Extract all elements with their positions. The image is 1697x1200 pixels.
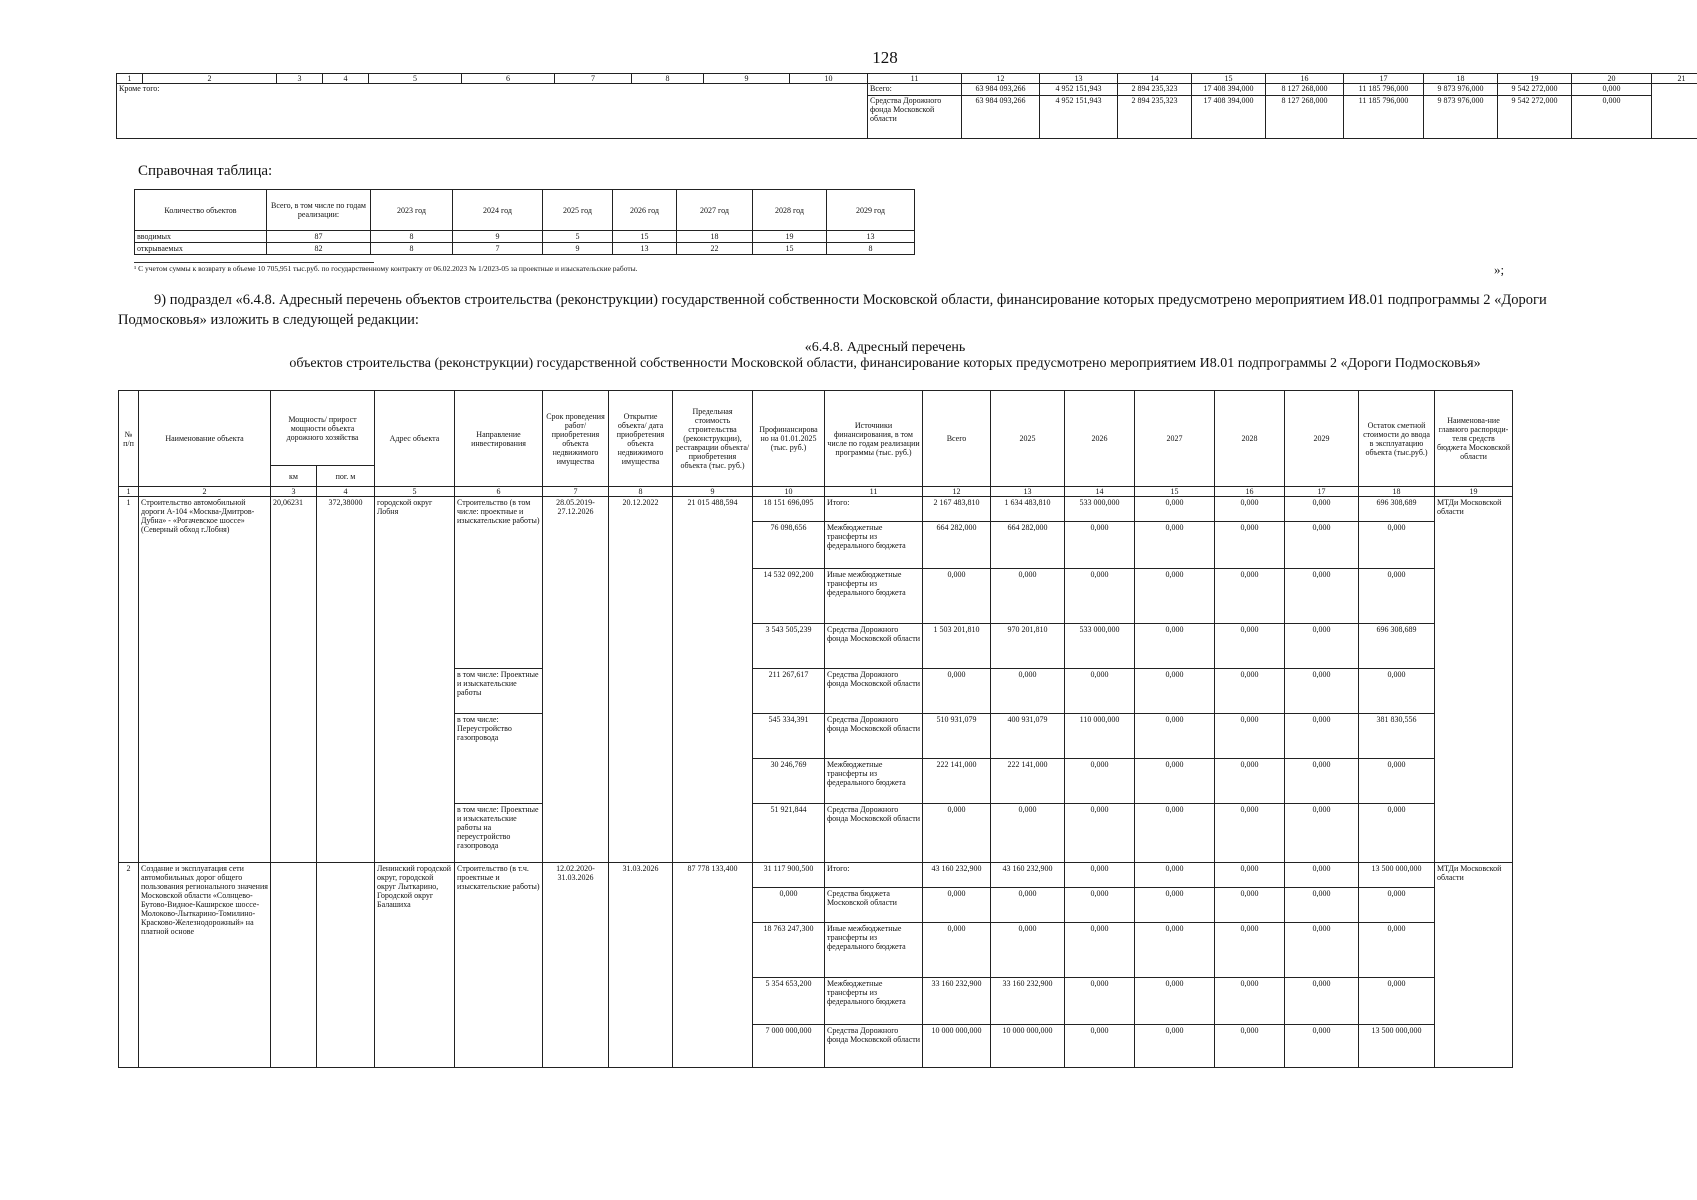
main-col-number: 14 [1065, 487, 1135, 497]
funding-value-remainder: 0,000 [1359, 923, 1435, 978]
top-table-col-number: 7 [555, 74, 632, 84]
reference-value: 13 [613, 243, 677, 255]
prefinanced-value: 7 000 000,000 [753, 1025, 825, 1068]
prefinanced-value: 31 117 900,500 [753, 863, 825, 888]
object-address: Ленинский городской округ, городской округ Лыткарино, Городской округ Балашиха [375, 863, 455, 1068]
main-col-number: 9 [673, 487, 753, 497]
top-table-col-number: 19 [1498, 74, 1572, 84]
funding-value-y2028: 0,000 [1215, 714, 1285, 759]
reference-value: 5 [543, 231, 613, 243]
reference-header: 2023 год [371, 190, 453, 231]
funding-value-y2029: 0,000 [1285, 759, 1359, 804]
funding-value-y2029: 0,000 [1285, 978, 1359, 1025]
address-list-table [118, 390, 1513, 1068]
top-table-value: 2 894 235,323 [1118, 84, 1192, 96]
funding-source: Средства Дорожного фонда Московской области [825, 1025, 923, 1068]
funding-value-y2029: 0,000 [1285, 669, 1359, 714]
top-table-value: 17 408 394,000 [1192, 84, 1266, 96]
funding-value-remainder: 13 500 000,000 [1359, 863, 1435, 888]
prefinanced-value: 76 098,656 [753, 522, 825, 569]
funding-value-y2029: 0,000 [1285, 888, 1359, 923]
funding-value-remainder: 0,000 [1359, 759, 1435, 804]
funding-value-total: 664 282,000 [923, 522, 991, 569]
object-address: городской округ Лобня [375, 497, 455, 863]
funding-value-y2028: 0,000 [1215, 863, 1285, 888]
reference-value: 7 [453, 243, 543, 255]
top-table-value: 0,000 [1572, 96, 1652, 139]
top-table-value: 9 542 272,000 [1498, 96, 1572, 139]
top-table-value: 4 952 151,943 [1040, 96, 1118, 139]
object-number: 1 [119, 497, 139, 863]
header-2029: 2029 [1285, 391, 1359, 487]
funding-source: Средства Дорожного фонда Московской области [825, 669, 923, 714]
object-number: 2 [119, 863, 139, 1068]
funding-value-remainder: 696 308,689 [1359, 624, 1435, 669]
funding-value-total: 2 167 483,810 [923, 497, 991, 522]
closing-quote: »; [1494, 262, 1505, 277]
main-col-number: 8 [609, 487, 673, 497]
investment-direction: Строительство (в т.ч. проектные и изыскательские работы) [455, 863, 543, 1068]
reference-value: 18 [677, 231, 753, 243]
funding-value-y2025: 0,000 [991, 888, 1065, 923]
top-table-value: 9 542 272,000 [1498, 84, 1572, 96]
reference-row-opened [135, 243, 915, 255]
funding-source: Средства Дорожного фонда Московской области [825, 714, 923, 759]
top-table-source: Всего: [868, 84, 962, 96]
funding-value-y2028: 0,000 [1215, 923, 1285, 978]
funding-value-y2026: 533 000,000 [1065, 624, 1135, 669]
funding-value-y2026: 533 000,000 [1065, 497, 1135, 522]
funding-value-y2028: 0,000 [1215, 624, 1285, 669]
funding-value-y2025: 43 160 232,900 [991, 863, 1065, 888]
main-col-number: 13 [991, 487, 1065, 497]
funding-value-total: 0,000 [923, 804, 991, 863]
header-cost: Предельная стоимость строительства (реконструкции), реставрации объекта/ приобретения объекта (тыс. руб.) [673, 391, 753, 487]
top-table-col-number: 11 [868, 74, 962, 84]
funding-source: Межбюджетные трансферты из федерального бюджета [825, 978, 923, 1025]
funding-value-total: 1 503 201,810 [923, 624, 991, 669]
main-col-number: 17 [1285, 487, 1359, 497]
header-capacity: Мощность/ прирост мощности объекта дорожного хозяйства [271, 391, 375, 466]
section-subtitle: объектов строительства (реконструкции) государственной собственности Московской области, финансирование которых предусмотрено мероприятием И8.01 подпрограммы 2 «Дороги Подмосковья» [289, 356, 1481, 371]
object-pm: 372,38000 [317, 497, 375, 863]
funding-value-y2028: 0,000 [1215, 888, 1285, 923]
top-table-col-number: 4 [323, 74, 369, 84]
funding-source: Средства Дорожного фонда Московской области [825, 804, 923, 863]
header-opening: Открытие объекта/ дата приобретения объекта недвижимого имущества [609, 391, 673, 487]
funding-value-total: 0,000 [923, 569, 991, 624]
funding-value-y2027: 0,000 [1135, 624, 1215, 669]
funding-value-y2029: 0,000 [1285, 497, 1359, 522]
top-table-value: 8 127 268,000 [1266, 84, 1344, 96]
top-table-col-number: 1 [117, 74, 143, 84]
funding-value-y2026: 0,000 [1065, 978, 1135, 1025]
funding-value-y2026: 0,000 [1065, 1025, 1135, 1068]
section-title: «6.4.8. Адресный перечень [804, 340, 966, 355]
reference-value: 8 [827, 243, 915, 255]
funding-value-total: 43 160 232,900 [923, 863, 991, 888]
top-table-col-number: 14 [1118, 74, 1192, 84]
funding-value-total: 0,000 [923, 888, 991, 923]
funding-value-y2026: 0,000 [1065, 863, 1135, 888]
object-cost: 87 778 133,400 [673, 863, 753, 1068]
funding-value-y2026: 0,000 [1065, 522, 1135, 569]
funding-value-y2028: 0,000 [1215, 669, 1285, 714]
main-col-number: 4 [317, 487, 375, 497]
main-col-number: 10 [753, 487, 825, 497]
instruction-paragraph: 9) подраздел «6.4.8. Адресный перечень объектов строительства (реконструкции) государственной собственности Московской области, финансирование которых предусмотрено мероприятием И8.01 подпрограммы 2 «Дороги Подмосковья» изложить в следующей редакции: [118, 292, 1547, 328]
funding-value-y2025: 33 160 232,900 [991, 978, 1065, 1025]
prefinanced-value: 3 543 505,239 [753, 624, 825, 669]
top-table-value: 11 185 796,000 [1344, 84, 1424, 96]
prefinanced-value: 18 763 247,300 [753, 923, 825, 978]
funding-source: Межбюджетные трансферты из федерального бюджета [825, 759, 923, 804]
funding-value-y2027: 0,000 [1135, 714, 1215, 759]
funding-value-y2028: 0,000 [1215, 978, 1285, 1025]
prefinanced-value: 5 354 653,200 [753, 978, 825, 1025]
funding-value-y2029: 0,000 [1285, 624, 1359, 669]
funding-value-y2027: 0,000 [1135, 923, 1215, 978]
top-table-value: 63 984 093,266 [962, 84, 1040, 96]
prefinanced-value: 0,000 [753, 888, 825, 923]
top-table-col-number: 3 [277, 74, 323, 84]
reference-header: 2028 год [753, 190, 827, 231]
funding-value-total: 0,000 [923, 669, 991, 714]
top-table-value: 4 952 151,943 [1040, 84, 1118, 96]
investment-direction: в том числе: Переустройство газопровода [455, 714, 543, 804]
object-opening: 20.12.2022 [609, 497, 673, 863]
top-table-col-number: 20 [1572, 74, 1652, 84]
reference-value: 9 [543, 243, 613, 255]
object-name: Создание и эксплуатация сети автомобильных дорог общего пользования регионального значения Московской области «Солнцево-Бутово-Видное-Каширское шоссе-Молоково-Лыткарино-Томилино- Красково-Железнодорожный» на платной основе [139, 863, 271, 1068]
top-table-col-number: 12 [962, 74, 1040, 84]
header-pm: пог. м [317, 466, 375, 487]
funding-value-y2028: 0,000 [1215, 759, 1285, 804]
top-table-col-number: 18 [1424, 74, 1498, 84]
top-table-empty-cell [1652, 84, 1697, 139]
funding-value-y2028: 0,000 [1215, 1025, 1285, 1068]
top-table-source: Средства Дорожного фонда Московской области [868, 96, 962, 139]
funding-value-y2027: 0,000 [1135, 863, 1215, 888]
funding-value-remainder: 0,000 [1359, 569, 1435, 624]
header-manager: Наименова-ние главного распоряди-теля средств бюджета Московской области [1435, 391, 1513, 487]
top-table-value: 9 873 976,000 [1424, 96, 1498, 139]
reference-header: 2024 год [453, 190, 543, 231]
footnote-divider [134, 262, 374, 263]
reference-header: 2027 год [677, 190, 753, 231]
header-2028: 2028 [1215, 391, 1285, 487]
funding-value-total: 10 000 000,000 [923, 1025, 991, 1068]
page-number: 128 [872, 48, 898, 67]
reference-row-label: открываемых [135, 243, 267, 255]
funding-value-y2026: 0,000 [1065, 888, 1135, 923]
reference-value: 82 [267, 243, 371, 255]
top-table-col-number: 13 [1040, 74, 1118, 84]
funding-value-y2026: 0,000 [1065, 804, 1135, 863]
funding-value-y2025: 400 931,079 [991, 714, 1065, 759]
top-table-col-number: 5 [369, 74, 462, 84]
main-col-number: 19 [1435, 487, 1513, 497]
header-prefinanced: Профинансирова но на 01.01.2025 (тыс. руб.) [753, 391, 825, 487]
funding-value-y2025: 0,000 [991, 569, 1065, 624]
table-row [119, 863, 1513, 888]
reference-header: 2029 год [827, 190, 915, 231]
top-table-value: 0,000 [1572, 84, 1652, 96]
funding-value-remainder: 696 308,689 [1359, 497, 1435, 522]
main-col-number: 6 [455, 487, 543, 497]
funding-value-y2029: 0,000 [1285, 1025, 1359, 1068]
reference-value: 8 [371, 231, 453, 243]
top-table-number-row [117, 74, 1697, 84]
funding-value-y2026: 110 000,000 [1065, 714, 1135, 759]
funding-value-remainder: 0,000 [1359, 522, 1435, 569]
funding-value-remainder: 0,000 [1359, 888, 1435, 923]
top-table-row-total [117, 84, 1697, 96]
main-header-row [119, 391, 1513, 466]
funding-value-y2028: 0,000 [1215, 569, 1285, 624]
funding-value-remainder: 13 500 000,000 [1359, 1025, 1435, 1068]
object-term: 28.05.2019-27.12.2026 [543, 497, 609, 863]
header-remainder: Остаток сметной стоимости до ввода в эксплуатацию объекта (тыс.руб.) [1359, 391, 1435, 487]
reference-row-label: вводимых [135, 231, 267, 243]
main-col-number: 16 [1215, 487, 1285, 497]
top-continuation-table [116, 73, 1697, 139]
prefinanced-value: 30 246,769 [753, 759, 825, 804]
funding-source: Средства бюджета Московской области [825, 888, 923, 923]
funding-value-y2026: 0,000 [1065, 923, 1135, 978]
funding-value-remainder: 381 830,556 [1359, 714, 1435, 759]
main-col-number: 7 [543, 487, 609, 497]
top-table-value: 11 185 796,000 [1344, 96, 1424, 139]
funding-value-remainder: 0,000 [1359, 978, 1435, 1025]
top-table-col-number: 10 [790, 74, 868, 84]
reference-value: 87 [267, 231, 371, 243]
top-table-col-number: 16 [1266, 74, 1344, 84]
funding-value-y2025: 1 634 483,810 [991, 497, 1065, 522]
funding-source: Итого: [825, 497, 923, 522]
funding-value-y2029: 0,000 [1285, 522, 1359, 569]
funding-value-y2027: 0,000 [1135, 1025, 1215, 1068]
top-table-value: 17 408 394,000 [1192, 96, 1266, 139]
funding-value-y2028: 0,000 [1215, 804, 1285, 863]
reference-table-title: Справочная таблица: [138, 163, 273, 179]
object-term: 12.02.2020-31.03.2026 [543, 863, 609, 1068]
funding-value-y2029: 0,000 [1285, 863, 1359, 888]
header-direction: Направление инвестирования [455, 391, 543, 487]
top-table-value: 2 894 235,323 [1118, 96, 1192, 139]
funding-value-y2025: 664 282,000 [991, 522, 1065, 569]
reference-header: Количество объектов [135, 190, 267, 231]
budget-manager: МТДи Московской области [1435, 863, 1513, 1068]
funding-source: Итого: [825, 863, 923, 888]
header-total: Всего [923, 391, 991, 487]
main-col-number: 1 [119, 487, 139, 497]
reference-value: 13 [827, 231, 915, 243]
funding-value-y2025: 970 201,810 [991, 624, 1065, 669]
prefinanced-value: 545 334,391 [753, 714, 825, 759]
funding-value-y2029: 0,000 [1285, 714, 1359, 759]
prefinanced-value: 14 532 092,200 [753, 569, 825, 624]
top-table-value: 63 984 093,266 [962, 96, 1040, 139]
top-table-col-number: 2 [143, 74, 277, 84]
reference-value: 15 [613, 231, 677, 243]
object-name: Строительство автомобильной дороги А-104 «Москва-Дмитров-Дубна» - «Рогачевское шоссе» (Северный обход г.Лобня) [139, 497, 271, 863]
funding-value-y2025: 0,000 [991, 804, 1065, 863]
funding-value-y2027: 0,000 [1135, 669, 1215, 714]
header-num: № п/п [119, 391, 139, 487]
header-2027: 2027 [1135, 391, 1215, 487]
funding-value-y2025: 10 000 000,000 [991, 1025, 1065, 1068]
funding-value-y2027: 0,000 [1135, 759, 1215, 804]
funding-source: Средства Дорожного фонда Московской области [825, 624, 923, 669]
funding-value-y2026: 0,000 [1065, 569, 1135, 624]
prefinanced-value: 51 921,844 [753, 804, 825, 863]
funding-value-y2027: 0,000 [1135, 497, 1215, 522]
funding-value-y2027: 0,000 [1135, 522, 1215, 569]
reference-value: 22 [677, 243, 753, 255]
prefinanced-value: 211 267,617 [753, 669, 825, 714]
top-table-col-number: 8 [632, 74, 704, 84]
object-km [271, 863, 317, 1068]
header-km: км [271, 466, 317, 487]
main-col-number: 2 [139, 487, 271, 497]
funding-value-total: 222 141,000 [923, 759, 991, 804]
reference-value: 19 [753, 231, 827, 243]
main-number-row [119, 487, 1513, 497]
funding-value-y2025: 0,000 [991, 669, 1065, 714]
funding-value-y2028: 0,000 [1215, 522, 1285, 569]
prefinanced-value: 18 151 696,095 [753, 497, 825, 522]
investment-direction: в том числе: Проектные и изыскательские работы [455, 669, 543, 714]
funding-source: Иные межбюджетные трансферты из федерального бюджета [825, 923, 923, 978]
reference-header: 2026 год [613, 190, 677, 231]
funding-source: Иные межбюджетные трансферты из федерального бюджета [825, 569, 923, 624]
investment-direction: в том числе: Проектные и изыскательские работы на переустройство газопровода [455, 804, 543, 863]
object-opening: 31.03.2026 [609, 863, 673, 1068]
header-2025: 2025 [991, 391, 1065, 487]
funding-value-remainder: 0,000 [1359, 669, 1435, 714]
funding-value-y2027: 0,000 [1135, 888, 1215, 923]
header-term: Срок проведения работ/ приобретения объекта недвижимого имущества [543, 391, 609, 487]
top-table-col-number: 9 [704, 74, 790, 84]
object-cost: 21 015 488,594 [673, 497, 753, 863]
top-table-col-number: 21 [1652, 74, 1697, 84]
reference-header-row [135, 190, 915, 231]
budget-manager: МТДи Московской области [1435, 497, 1513, 863]
top-table-value: 9 873 976,000 [1424, 84, 1498, 96]
main-col-number: 18 [1359, 487, 1435, 497]
header-name: Наименование объекта [139, 391, 271, 487]
funding-value-y2029: 0,000 [1285, 804, 1359, 863]
funding-value-y2029: 0,000 [1285, 923, 1359, 978]
funding-value-total: 0,000 [923, 923, 991, 978]
top-table-col-number: 6 [462, 74, 555, 84]
funding-value-y2026: 0,000 [1065, 759, 1135, 804]
main-col-number: 15 [1135, 487, 1215, 497]
reference-value: 9 [453, 231, 543, 243]
funding-value-y2027: 0,000 [1135, 569, 1215, 624]
header-address: Адрес объекта [375, 391, 455, 487]
top-table-value: 8 127 268,000 [1266, 96, 1344, 139]
reference-value: 15 [753, 243, 827, 255]
reference-header: 2025 год [543, 190, 613, 231]
funding-value-y2027: 0,000 [1135, 804, 1215, 863]
funding-value-total: 33 160 232,900 [923, 978, 991, 1025]
object-km: 20,06231 [271, 497, 317, 863]
top-table-col-number: 15 [1192, 74, 1266, 84]
table-row [119, 497, 1513, 522]
funding-value-remainder: 0,000 [1359, 804, 1435, 863]
top-table-row-label: Кроме того: [117, 84, 868, 139]
funding-value-y2028: 0,000 [1215, 497, 1285, 522]
reference-header: Всего, в том числе по годам реализации: [267, 190, 371, 231]
main-col-number: 3 [271, 487, 317, 497]
investment-direction: Строительство (в том числе: проектные и изыскательские работы) [455, 497, 543, 669]
header-2026: 2026 [1065, 391, 1135, 487]
funding-value-y2025: 0,000 [991, 923, 1065, 978]
main-col-number: 12 [923, 487, 991, 497]
funding-value-y2029: 0,000 [1285, 569, 1359, 624]
funding-value-y2025: 222 141,000 [991, 759, 1065, 804]
funding-value-y2026: 0,000 [1065, 669, 1135, 714]
reference-row-commissioned [135, 231, 915, 243]
object-pm [317, 863, 375, 1068]
top-table-col-number: 17 [1344, 74, 1424, 84]
main-col-number: 11 [825, 487, 923, 497]
main-col-number: 5 [375, 487, 455, 497]
funding-value-y2027: 0,000 [1135, 978, 1215, 1025]
footnote: ¹ С учетом суммы к возврату в объеме 10 705,951 тыс.руб. по государственному контракту от 06.02.2023 № 1/2023-05 за проектные и изыскательские работы. [134, 264, 638, 273]
header-sources: Источники финансирования, в том числе по годам реализации программы (тыс. руб.) [825, 391, 923, 487]
reference-value: 8 [371, 243, 453, 255]
funding-value-total: 510 931,079 [923, 714, 991, 759]
reference-table [134, 189, 915, 255]
funding-source: Межбюджетные трансферты из федерального бюджета [825, 522, 923, 569]
